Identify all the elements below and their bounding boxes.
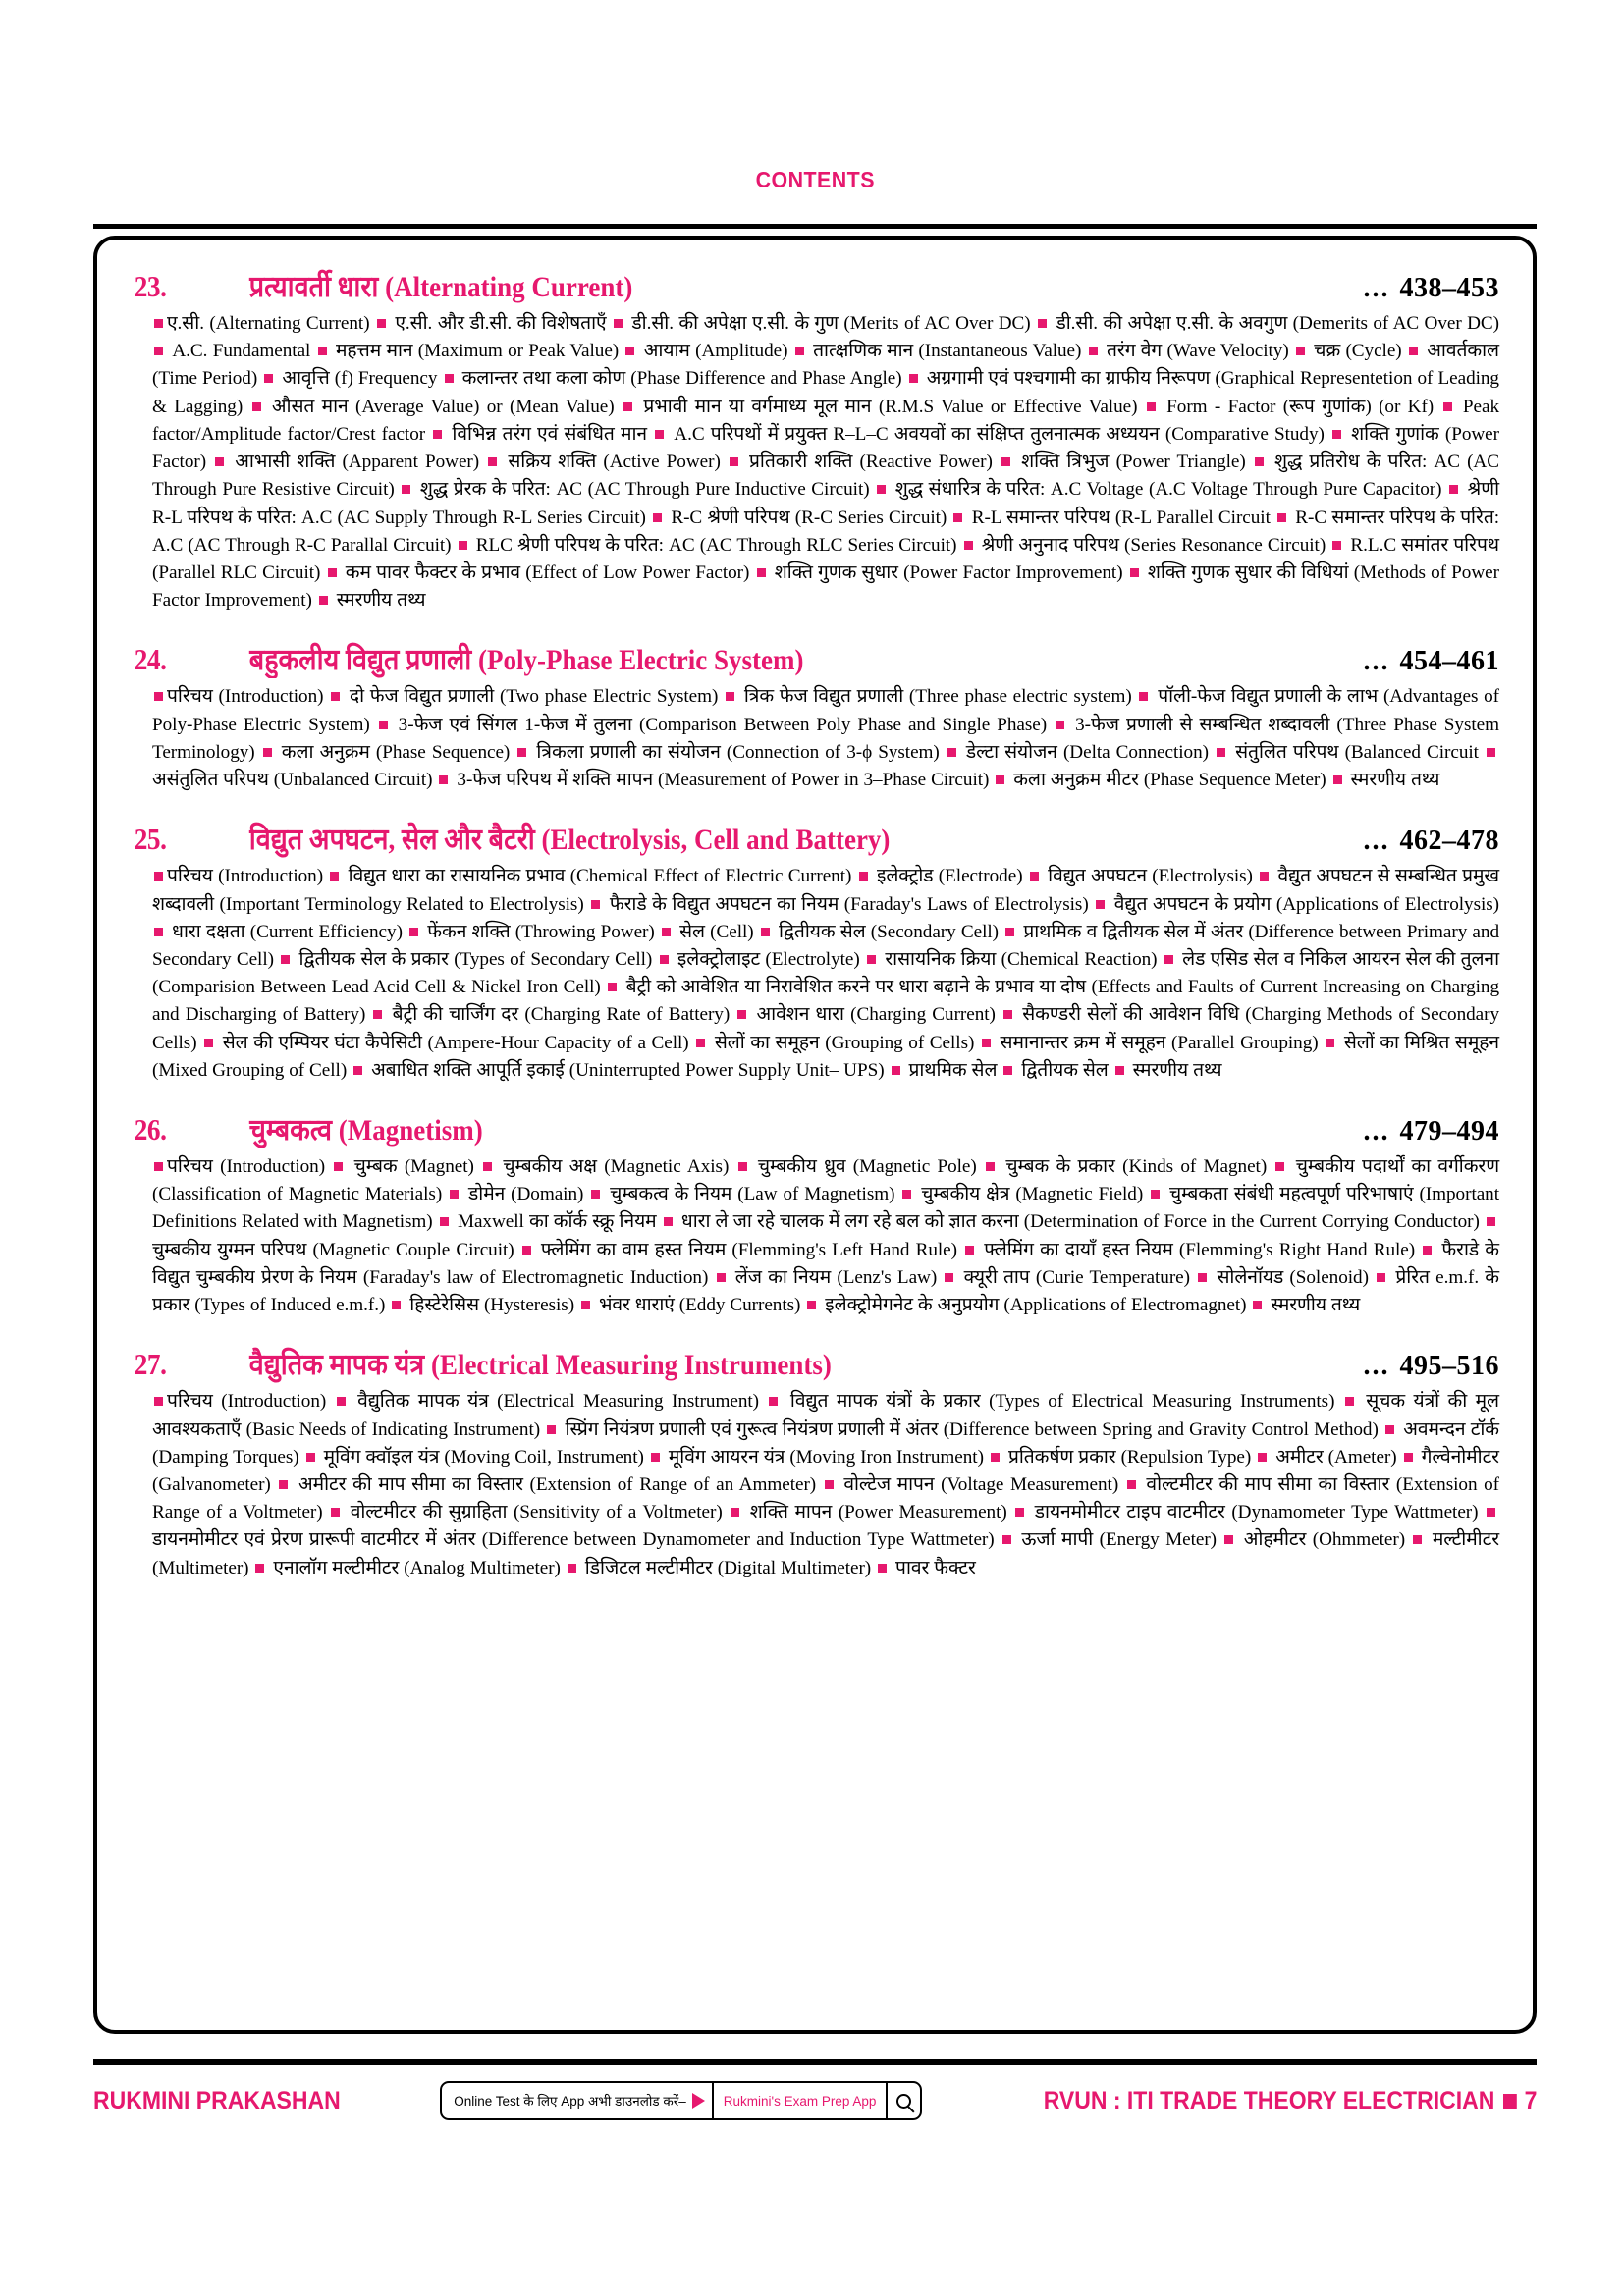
topic-bullet-icon	[1224, 1535, 1233, 1544]
topic-bullet-icon	[373, 1010, 382, 1019]
topic-bullet-icon	[1255, 457, 1264, 466]
topic-bullet-icon	[730, 457, 738, 466]
topic-bullet-icon	[337, 1397, 346, 1406]
chapter-number: 23.	[134, 269, 167, 303]
topic-bullet-icon	[353, 1066, 362, 1075]
topic-bullet-icon	[1423, 1246, 1432, 1255]
topic-bullet-icon	[986, 1162, 995, 1171]
topic-bullet-icon	[1130, 568, 1139, 577]
topic-bullet-icon	[1115, 1066, 1124, 1075]
topic-bullet-icon	[568, 1564, 576, 1573]
chapter-number: 24.	[134, 642, 167, 677]
search-icon	[896, 2094, 911, 2109]
topic-bullet-icon	[1001, 457, 1010, 466]
leader-dots: ...	[1363, 273, 1390, 303]
topic-bullet-icon	[1449, 485, 1458, 494]
chapter-topics: परिचय (Introduction) चुम्बक (Magnet) चुम्बकीय अक्ष (Magnetic Axis) चुम्बकीय ध्रुव (Magnetic Pole) चुम्बक के प्रकार (Kinds of Magnet) चुम्बकीय पदार्थों का वर्गीकरण (Classification of Magnetic Materials) डोमेन (Domain) चुम्बकत्व के नियम (Law of Magnetism) चुम्बकीय क्षेत्र (Magnetic Field) चुम्बकता संबंधी महत्वपूर्ण परिभाषाएं (Important Definitions Related with Magnetism) Maxwell का कॉर्क स्क्रू नियम धारा ले जा रहे चालक में लग रहे बल को ज्ञात करना (Determination of Force in the Current Corrying Conductor) चुम्बकीय युग्मन परिपथ (Magnetic Couple Circuit) फ्लेमिंग का वाम हस्त नियम (Flemming's Left Hand Rule) फ्लेमिंग का दायाँ हस्त नियम (Flemming's Right Hand Rule) फैराडे के विद्युत चुम्बकीय प्रेरण के नियम (Faraday's law of Electromagnetic Induction) लेंज का नियम (Lenz's Law) क्यूरी ताप (Curie Temperature) सोलेनॉयड (Solenoid) प्रेरित e.m.f. के प्रकार (Types of Induced e.m.f.) हिस्टेरेसिस (Hysteresis) भंवर धाराएं (Eddy Currents) इलेक्ट्रोमेगनेट के अनुप्रयोग (Applications of Electromagnet) स्मरणीय तथ्य	[152, 1156, 1500, 1316]
topic-bullet-icon	[1275, 1162, 1284, 1171]
chapter-page-range	[1346, 1116, 1500, 1148]
chapter-header	[131, 818, 1499, 858]
topic-bullet-icon	[662, 928, 671, 936]
chapter-header	[131, 265, 1499, 305]
contents-list-box	[93, 236, 1537, 2034]
topic-bullet-icon	[867, 955, 876, 964]
page-range-value: 495–516	[1399, 1351, 1499, 1382]
topic-bullet-icon	[945, 1273, 953, 1282]
topic-bullet-icon	[402, 485, 410, 494]
chapter-topics: परिचय (Introduction) वैद्युतिक मापक यंत्र (Electrical Measuring Instrument) विद्युत मापक यंत्रों के प्रकार (Types of Electrical Measuring Instruments) सूचक यंत्रों की मूल आवश्यकताएँ (Basic Needs of Indicating Instrument) स्प्रिंग नियंत्रण प्रणाली एवं गुरूत्व नियंत्रण प्रणाली में अंतर (Difference between Spring and Gravity Control Method) अवमन्दन टॉर्क (Damping Torques) मूविंग क्वॉइल यंत्र (Moving Coil, Instrument) मूविंग आयरन यंत्र (Moving Iron Instrument) प्रतिकर्षण प्रकार (Repulsion Type) अमीटर (Ameter) गैल्वेनोमीटर (Galvanometer) अमीटर की माप सीमा का विस्तार (Extension of Range of an Ammeter) वोल्टेज मापन (Voltage Measurement) वोल्टमीटर की माप सीमा का विस्तार (Extension of Range of a Voltmeter) वोल्टमीटर की सुग्राहिता (Sensitivity of a Voltmeter) शक्ति मापन (Power Measurement) डायनमोमीटर टाइप वाटमीटर (Dynamometer Type Wattmeter) डायनमोमीटर एवं प्रेरण प्रारूपी वाटमीटर में अंतर (Difference between Dynamometer and Induction Type Wattmeter) ऊर्जा मापी (Energy Meter) ओहमीटर (Ohmmeter) मल्टीमीटर (Multimeter) एनालॉग मल्टीमीटर (Analog Multimeter) डिजिटल मल्टीमीटर (Digital Multimeter) पावर फैक्टर	[152, 1391, 1500, 1578]
topic-bullet-icon	[623, 402, 632, 411]
chapter-number: 25.	[134, 822, 167, 857]
topic-bullet-icon	[859, 872, 868, 881]
topic-bullet-icon	[318, 347, 327, 355]
topic-bullet-icon	[154, 347, 163, 355]
chapter-title: प्रत्यावर्ती धारा (Alternating Current)	[248, 271, 633, 303]
chapter-header	[131, 1343, 1499, 1383]
topic-bullet-icon	[263, 748, 272, 757]
topic-bullet-icon	[991, 1453, 1000, 1462]
topic-bullet-icon	[795, 347, 804, 355]
page-footer	[93, 2073, 1537, 2128]
topic-bullet-icon	[878, 1564, 887, 1573]
topic-bullet-icon	[1404, 1453, 1413, 1462]
topic-bullet-icon	[377, 319, 386, 328]
chapter-page-range	[1346, 273, 1500, 304]
page-range-value: 479–494	[1399, 1116, 1499, 1148]
topic-bullet-icon	[330, 872, 339, 881]
topic-bullet-icon	[433, 430, 442, 439]
app-promo-text: Online Test के लिए App अभी डाउनलोड करें–	[454, 2094, 686, 2109]
topic-bullet-icon	[982, 1039, 991, 1047]
topic-bullet-icon	[547, 1425, 556, 1434]
topic-bullet-icon	[1277, 513, 1286, 522]
topic-bullet-icon	[281, 955, 290, 964]
topic-bullet-icon	[154, 1397, 163, 1406]
topic-bullet-icon	[1332, 541, 1341, 550]
topic-bullet-icon	[1089, 347, 1098, 355]
topic-bullet-icon	[1002, 1535, 1011, 1544]
topic-bullet-icon	[450, 1190, 459, 1199]
topic-bullet-icon	[1147, 402, 1156, 411]
topic-bullet-icon	[591, 1190, 600, 1199]
leader-dots: ...	[1363, 1351, 1390, 1382]
topic-bullet-icon	[651, 1453, 660, 1462]
topic-bullet-icon	[1030, 872, 1039, 881]
topic-bullet-icon	[581, 1301, 590, 1309]
topic-bullet-icon	[1139, 692, 1148, 701]
topic-bullet-icon	[252, 402, 261, 411]
chapter-number: 27.	[134, 1347, 167, 1382]
topic-bullet-icon	[439, 775, 448, 784]
topic-bullet-icon	[1096, 900, 1105, 909]
topic-bullet-icon	[965, 1246, 974, 1255]
topic-bullet-icon	[1056, 721, 1064, 729]
topic-bullet-icon	[1413, 1535, 1422, 1544]
book-footer-info	[1043, 2087, 1537, 2115]
topic-bullet-icon	[331, 1508, 340, 1517]
topic-bullet-icon	[306, 1453, 315, 1462]
topic-bullet-icon	[154, 1162, 163, 1171]
topic-bullet-icon	[319, 596, 328, 605]
topic-bullet-icon	[1487, 1508, 1495, 1517]
topic-bullet-icon	[154, 928, 163, 936]
chapter-topics: ए.सी. (Alternating Current) ए.सी. और डी.सी. की विशेषताएँ डी.सी. की अपेक्षा ए.सी. के गुण (Merits of AC Over DC) डी.सी. की अपेक्षा ए.सी. के अवगुण (Demerits of AC Over DC) A.C. Fundamental महत्तम मान (Maximum or Peak Value) आयाम (Amplitude) तात्क्षणिक मान (Instantaneous Value) तरंग वेग (Wave Velocity) चक्र (Cycle) आवर्तकाल (Time Period) आवृत्ति (f) Frequency कलान्तर तथा कला कोण (Phase Difference and Phase Angle) अग्रगामी एवं पश्चगामी का ग्राफीय निरूपण (Graphical Representetion of Leading & Lagging) औसत मान (Average Value) or (Mean Value) प्रभावी मान या वर्गमाध्य मूल मान (R.M.S Value or Effective Value) Form - Factor (रूप गुणांक) (or Kf) Peak factor/Amplitude factor/Crest factor विभिन्न तरंग एवं संबंधित मान A.C परिपथों में प्रयुक्त R–L–C अवयवों का संक्षिप्त तुलनात्मक अध्ययन (Comparative Study) शक्ति गुणांक (Power Factor) आभासी शक्ति (Apparent Power) सक्रिय शक्ति (Active Power) प्रतिकारी शक्ति (Reactive Power) शक्ति त्रिभुज (Power Triangle) शुद्ध प्रतिरोध के परित: AC (AC Through Pure Resistive Circuit) शुद्ध प्रेरक के परित: AC (AC Through Pure Inductive Circuit) शुद्ध संधारित्र के परित: A.C Voltage (A.C Voltage Through Pure Capacitor) श्रेणी R-L परिपथ के परित: A.C (AC Supply Through R-L Series Circuit) R-C श्रेणी परिपथ (R-C Series Circuit) R-L समान्तर परिपथ (R-L Parallel Circuit R-C समान्तर परिपथ के परित: A.C (AC Through R-C Parallal Circuit) RLC श्रेणी परिपथ के परित: AC (AC Through RLC Series Circuit) श्रेणी अनुनाद परिपथ (Series Resonance Circuit) R.L.C समांतर परिपथ (Parallel RLC Circuit) कम पावर फैक्टर के प्रभाव (Effect of Low Power Factor) शक्ति गुणक सुधार (Power Factor Improvement) शक्ति गुणक सुधार की विधियां (Methods of Power Factor Improvement) स्मरणीय तथ्य	[152, 313, 1500, 612]
chapter-topics: परिचय (Introduction) विद्युत धारा का रासायनिक प्रभाव (Chemical Effect of Electric Current) इलेक्ट्रोड (Electrode) विद्युत अपघटन (Electrolysis) वैद्युत अपघटन से सम्बन्धित प्रमुख शब्दावली (Important Terminology Related to Electrolysis) फैराडे के विद्युत अपघटन का नियम (Faraday's Laws of Electrolysis) वैद्युत अपघटन के प्रयोग (Applications of Electrolysis) धारा दक्षता (Current Efficiency) फेंकन शक्ति (Throwing Power) सेल (Cell) द्वितीयक सेल (Secondary Cell) प्राथमिक व द्वितीयक सेल में अंतर (Difference between Primary and Secondary Cell) द्वितीयक सेल के प्रकार (Types of Secondary Cell) इलेक्ट्रोलाइट (Electrolyte) रासायनिक क्रिया (Chemical Reaction) लेड एसिड सेल व निकिल आयरन सेल की तुलना (Comparision Between Lead Acid Cell & Nickel Iron Cell) बैट्री को आवेशित या निरावेशित करने पर धारा बढ़ाने के प्रभाव या दोष (Effects and Faults of Current Increasing on Charging and Discharging of Battery) बैट्री की चार्जिंग दर (Charging Rate of Battery) आवेशन धारा (Charging Current) सैकण्डरी सेलों की आवेशन विधि (Charging Methods of Secondary Cells) सेल की एम्पियर घंटा कैपेसिटी (Ampere-Hour Capacity of a Cell) सेलों का समूहन (Grouping of Cells) समानान्तर क्रम में समूहन (Parallel Grouping) सेलों का मिश्रित समूहन (Mixed Grouping of Cell) अबाधित शक्ति आपूर्ति इकाई (Uninterrupted Power Supply Unit– UPS) प्राथमिक सेल द्वितीयक सेल स्मरणीय तथ्य	[152, 866, 1500, 1081]
topic-bullet-icon	[825, 1480, 834, 1489]
topic-bullet-icon	[902, 1190, 911, 1199]
topic-bullet-icon	[517, 748, 526, 757]
chapter-topics: परिचय (Introduction) दो फेज विद्युत प्रणाली (Two phase Electric System) त्रिक फेज विद्युत प्रणाली (Three phase electric system) पॉली-फेज विद्युत प्रणाली के लाभ (Advantages of Poly-Phase Electric System) 3-फेज एवं सिंगल 1-फेज में तुलना (Comparison Between Poly Phase and Single Phase) 3-फेज प्रणाली से सम्बन्धित शब्दावली (Three Phase System Terminology) कला अनुक्रम (Phase Sequence) त्रिकला प्रणाली का संयोजन (Connection of 3-ϕ System) डेल्टा संयोजन (Delta Connection) संतुलित परिपथ (Balanced Circuit असंतुलित परिपथ (Unbalanced Circuit) 3-फेज परिपथ में शक्ति मापन (Measurement of Power in 3–Phase Circuit) कला अनुक्रम मीटर (Phase Sequence Meter) स्मरणीय तथ्य	[152, 686, 1499, 791]
chapter-entry-25[interactable]	[131, 818, 1499, 1085]
chapter-header	[131, 638, 1499, 678]
app-name[interactable]: Rukmini's Exam Prep App	[723, 2093, 877, 2109]
topic-bullet-icon	[591, 900, 600, 909]
topic-bullet-icon	[1333, 775, 1342, 784]
topic-bullet-icon	[440, 1217, 449, 1226]
topic-bullet-icon	[726, 692, 734, 701]
square-bullet-icon	[1502, 2094, 1516, 2109]
chapter-entry-24[interactable]	[131, 638, 1499, 794]
topic-bullet-icon	[154, 872, 163, 881]
chapter-page-range	[1346, 1351, 1500, 1382]
topic-bullet-icon	[757, 568, 766, 577]
topic-bullet-icon	[459, 541, 467, 550]
topic-bullet-icon	[655, 430, 664, 439]
chapter-title: विद्युत अपघटन, सेल और बैटरी (Electrolysis, Cell and Battery)	[248, 824, 891, 857]
topic-bullet-icon	[392, 1301, 401, 1309]
topic-bullet-icon	[1198, 1273, 1207, 1282]
topic-bullet-icon	[1005, 928, 1014, 936]
chapter-page-range	[1346, 826, 1500, 857]
topic-bullet-icon	[154, 319, 163, 328]
topic-bullet-icon	[953, 513, 962, 522]
arrow-right-icon	[692, 2093, 705, 2109]
topic-bullet-icon	[947, 748, 956, 757]
topic-bullet-icon	[1377, 1273, 1385, 1282]
topic-bullet-icon	[1443, 402, 1452, 411]
page-number: 7	[1524, 2086, 1537, 2114]
topic-bullet-icon	[625, 347, 634, 355]
topic-bullet-icon	[522, 1246, 531, 1255]
topic-bullet-icon	[1003, 1010, 1012, 1019]
topic-bullet-icon	[1217, 748, 1225, 757]
topic-bullet-icon	[664, 1217, 673, 1226]
topic-bullet-icon	[379, 721, 388, 729]
topic-bullet-icon	[264, 374, 273, 383]
topic-bullet-icon	[614, 319, 623, 328]
topic-bullet-icon	[761, 928, 770, 936]
topic-bullet-icon	[1487, 1217, 1495, 1226]
chapter-page-range	[1346, 646, 1500, 677]
topic-bullet-icon	[1003, 1066, 1012, 1075]
topic-bullet-icon	[737, 1010, 746, 1019]
app-download-banner[interactable]	[440, 2081, 922, 2120]
chapter-title: बहुकलीय विद्युत प्रणाली (Poly-Phase Electric System)	[248, 644, 804, 677]
topic-bullet-icon	[328, 568, 337, 577]
topic-bullet-icon	[660, 955, 669, 964]
topic-bullet-icon	[608, 983, 617, 991]
topic-bullet-icon	[738, 1162, 747, 1171]
topic-bullet-icon	[1296, 347, 1305, 355]
topic-bullet-icon	[334, 1162, 343, 1171]
topic-bullet-icon	[1258, 1453, 1267, 1462]
book-title: RVUN : ITI TRADE THEORY ELECTRICIAN	[1043, 2086, 1494, 2114]
topic-bullet-icon	[215, 457, 224, 466]
topic-bullet-icon	[696, 1039, 705, 1047]
page-range-value: 454–461	[1399, 646, 1499, 677]
topic-bullet-icon	[1326, 1039, 1334, 1047]
page-header	[93, 167, 1537, 193]
topic-bullet-icon	[154, 692, 163, 701]
publisher-name: RUKMINI PRAKASHAN	[93, 2086, 341, 2114]
topic-bullet-icon	[331, 692, 340, 701]
topic-bullet-icon	[1409, 347, 1418, 355]
topic-bullet-icon	[909, 374, 918, 383]
topic-bullet-icon	[1253, 1301, 1262, 1309]
chapter-header	[131, 1108, 1499, 1148]
topic-bullet-icon	[255, 1564, 264, 1573]
topic-bullet-icon	[769, 1397, 778, 1406]
chapter-entry-27[interactable]	[131, 1343, 1499, 1582]
topic-bullet-icon	[1332, 430, 1341, 439]
app-promo-segment	[442, 2092, 711, 2109]
leader-dots: ...	[1363, 826, 1390, 857]
topic-bullet-icon	[996, 775, 1004, 784]
topic-bullet-icon	[483, 1162, 492, 1171]
page-title: CONTENTS	[755, 167, 875, 192]
topic-bullet-icon	[731, 1508, 739, 1517]
topic-bullet-icon	[1127, 1480, 1136, 1489]
topic-bullet-icon	[1345, 1397, 1354, 1406]
topic-bullet-icon	[964, 541, 973, 550]
topic-bullet-icon	[717, 1273, 726, 1282]
topic-bullet-icon	[488, 457, 497, 466]
topic-bullet-icon	[1487, 748, 1495, 757]
chapter-entry-26[interactable]	[131, 1108, 1499, 1319]
topic-bullet-icon	[807, 1301, 816, 1309]
topic-bullet-icon	[1260, 872, 1269, 881]
topic-bullet-icon	[1151, 1190, 1160, 1199]
chapter-title: वैद्युतिक मापक यंत्र (Electrical Measuring Instruments)	[248, 1349, 832, 1382]
leader-dots: ...	[1363, 646, 1390, 677]
chapter-entry-23[interactable]	[131, 265, 1499, 614]
topic-bullet-icon	[1015, 1508, 1024, 1517]
topic-bullet-icon	[892, 1066, 900, 1075]
search-button[interactable]	[888, 2094, 920, 2109]
chapter-title: चुम्बकत्व (Magnetism)	[248, 1114, 483, 1148]
topic-bullet-icon	[279, 1480, 288, 1489]
topic-bullet-icon	[204, 1039, 213, 1047]
page-range-value: 438–453	[1399, 273, 1499, 303]
topic-bullet-icon	[653, 513, 662, 522]
chapter-number: 26.	[134, 1112, 167, 1148]
topic-bullet-icon	[445, 374, 454, 383]
page-range-value: 462–478	[1399, 826, 1499, 857]
topic-bullet-icon	[1038, 319, 1047, 328]
topic-bullet-icon	[1385, 1425, 1394, 1434]
topic-bullet-icon	[409, 928, 418, 936]
leader-dots: ...	[1363, 1116, 1390, 1148]
footer-divider	[93, 2059, 1537, 2065]
topic-bullet-icon	[877, 485, 886, 494]
header-divider	[93, 224, 1537, 229]
topic-bullet-icon	[1164, 955, 1173, 964]
